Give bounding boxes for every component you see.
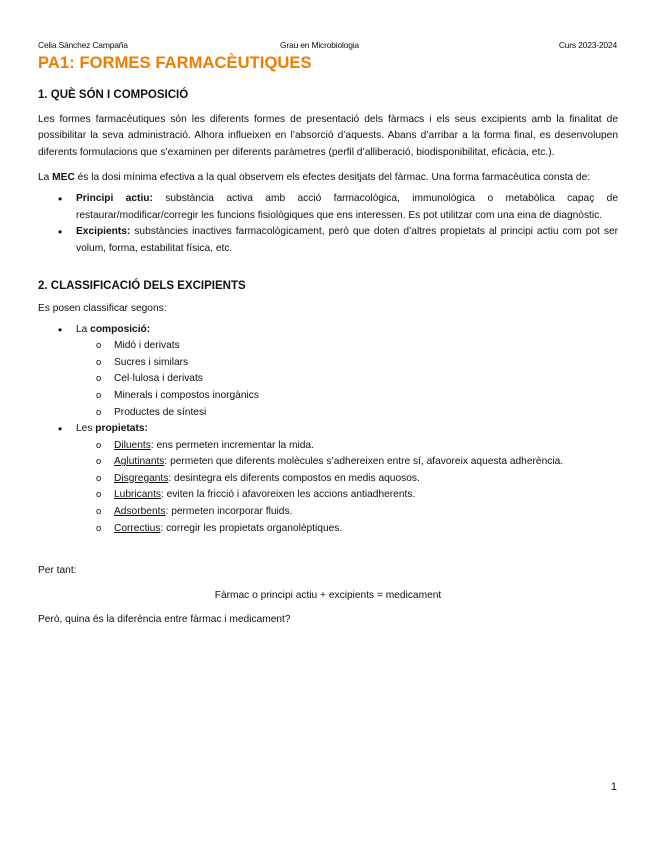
list-item [114,487,618,504]
property-text: : desintegra els diferents compostos en medis aquosos. [168,472,420,484]
header-author: Celia Sánchez Campaña [38,40,128,50]
property-text: : ens permeten incrementar la mida. [150,439,314,451]
bullet-text: substàncies inactives farmacològicament, però que doten d’altres propietats al principi actiu com pot ser volum, forma, estabilitat física, etc. [76,226,618,254]
property-term: Correctius [114,522,161,534]
list-item-principi-actiu [76,191,618,224]
properties-pre: Les [76,423,96,435]
list-item-propietats [76,421,618,537]
list-item [114,471,618,488]
composition-term: composició: [90,323,151,335]
property-term: Disgregants [114,472,169,484]
per-tant-label: Per tant: [38,565,77,577]
header-course: Curs 2023-2024 [558,40,617,50]
section-2-intro: Es posen classificar segons: [38,302,167,314]
section-1-paragraph-1: Les formes farmacèutiques són les diferents formes de presentació dels fàrmacs i els seus excipients amb la finalitat de possibilitar la seva administració. Alhora influeixen en l’absorció d’aquests. Abans d’arribar a la forma final, es desenvolupen diferents formulacions que s’examinen per diferents paràmetres (perfil d’alliberació, biodisponibilitat, eficàcia, etc.). [38,113,618,158]
list-item: o Cel·lulosa i derivats [114,371,618,388]
classification-list [38,322,618,538]
list-item: o Midó i derivats [114,338,618,355]
property-text: : permeten que diferents molècules s’adhereixen entre sí, afavoreix aquesta adherència. [164,456,564,468]
list-item [114,438,618,455]
property-term: Aglutinants [114,456,165,468]
closing-question: Però, quina és la diferència entre fàrmac i medicament? [38,614,291,626]
section-2-heading: 2. CLASSIFICACIÓ DELS EXCIPIENTS [38,280,246,293]
property-term: Diluents [114,439,151,451]
list-item [114,521,618,538]
page-number: 1 [610,781,617,793]
list-item-excipients [76,224,618,257]
list-item: o Minerals i compostos inorgànics [114,388,618,405]
section-1-heading: 1. QUÈ SÓN I COMPOSICIÓ [38,89,189,101]
property-term: Adsorbents [114,506,166,518]
property-text: : corregir les propietats organolèptiques. [160,522,343,534]
composition-pre: La [76,323,91,335]
list-item: o Productes de síntesi [114,405,618,422]
composition-bullet-list [38,191,618,257]
property-text: : permeten incorporar fluids. [165,506,293,518]
bullet-term: Excipients: [76,226,131,238]
list-item: o Sucres i similars [114,355,618,372]
mec-post: és la dosi mínima efectiva a la qual observem els efectes desitjats del fàrmac. Una forma farmacèutica consta de: [74,172,591,184]
bullet-term: Principi actiu: [76,192,153,204]
property-text: : eviten la fricció i afavoreixen les accions antiadherents. [161,489,416,501]
properties-sublist [76,438,618,538]
section-1-paragraph-2 [38,170,618,187]
list-item [114,454,618,471]
property-term: Lubricants [114,489,162,501]
medicament-formula: Fàrmac o principi actiu + excipients = medicament [214,589,442,601]
list-item [114,504,618,521]
mec-term: MEC [52,172,75,184]
properties-term: propietats: [95,423,148,435]
list-item-composicio [76,322,618,422]
header-degree: Grau en Microbiologia [280,40,359,50]
mec-pre: La [38,172,53,184]
composition-sublist [76,338,618,421]
bullet-text: substància activa amb acció farmacològica, immunològica o metabòlica capaç de restaurar/modificar/corregir les funcions fisiològiques que ens interessen. Es pot utilitzar com una eina de diagnòstic. [76,192,618,221]
document-body [38,85,618,629]
page-title: PA1: FORMES FARMACÈUTIQUES [38,54,312,72]
